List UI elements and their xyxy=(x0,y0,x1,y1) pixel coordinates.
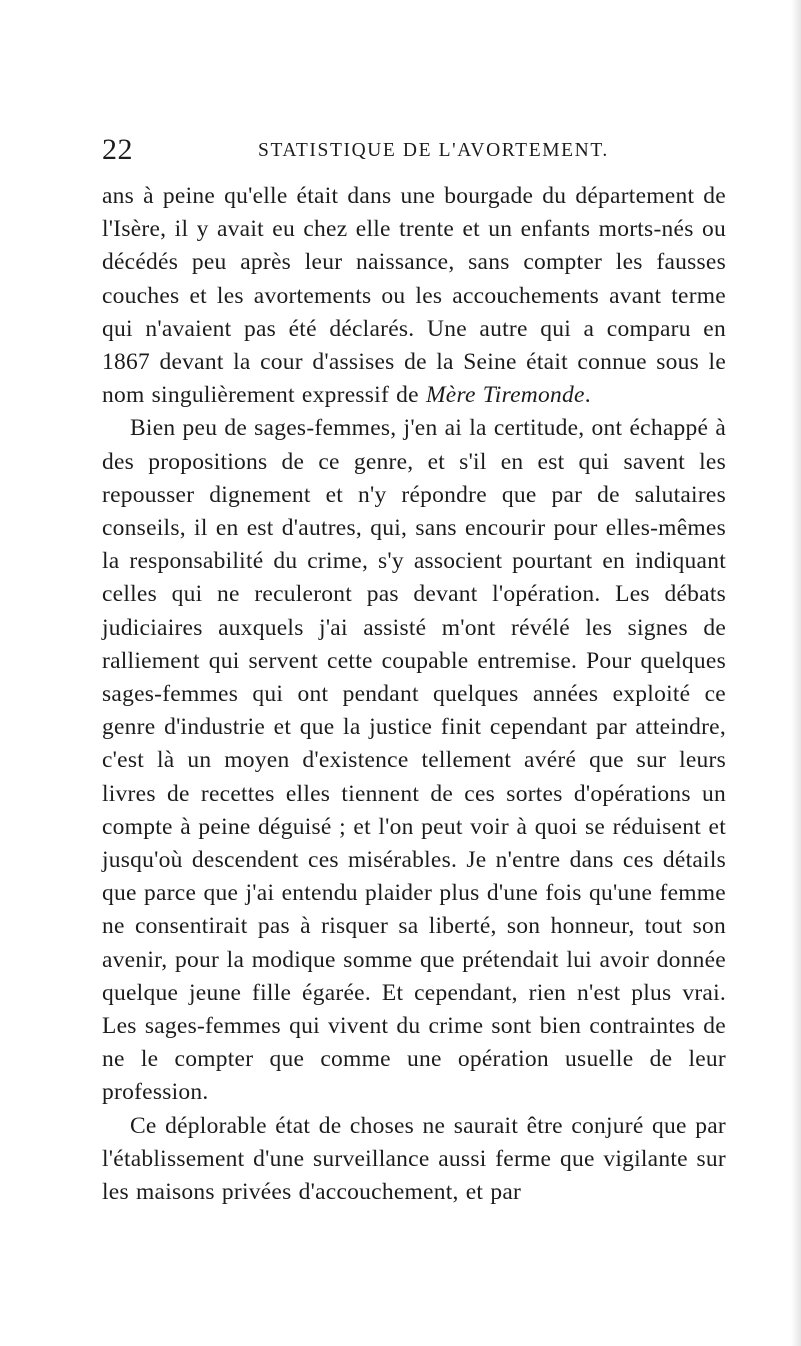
page-edge-shadow xyxy=(791,0,801,1346)
page-header xyxy=(0,133,801,167)
page-number: 22 xyxy=(102,133,133,166)
paragraph-text: ans à peine qu'elle était dans une bourgade du département de l'Isère, il y avait eu chez elle trente et un enfants morts-nés ou décédés peu après leur naissance, sans compter les fausses couches et les avortements ou les accouchements avant terme qui n'avaient pas été déclarés. Une autre qui a comparu en 1867 devant la cour d'assises de la Seine était connue sous le nom singulièrement expressif de xyxy=(102,183,726,409)
italic-name: Mère Tiremonde xyxy=(425,382,585,409)
paragraph-text-end: . xyxy=(584,382,591,409)
running-head: STATISTIQUE DE L'AVORTEMENT. xyxy=(258,140,609,161)
paragraph xyxy=(102,180,726,412)
body-text xyxy=(102,180,726,1209)
paragraph: Ce déplorable état de choses ne saurait être conjuré que par l'établissement d'une surveillance aussi ferme que vigilante sur les maisons privées d'accouchement, et par xyxy=(102,1112,726,1206)
paragraph: Bien peu de sages-femmes, j'en ai la certitude, ont échappé à des propositions de ce genre, et s'il en est qui savent les repousser dignement et n'y répondre que par de salutaires conseils, il en est d'autres, qui, sans encourir pour elles-mêmes la responsabilité du crime, s'y associent pourtant en indiquant celles qui ne reculeront pas devant l'opération. Les débats judiciaires auxquels j'ai assisté m'ont révélé les signes de ralliement qui servent cette coupable entremise. Pour quelques sages-femmes qui ont pendant quelques années exploité ce genre d'industrie et que la justice finit cependant par atteindre, c'est là un moyen d'existence tellement avéré que sur leurs livres de recettes elles tiennent de ces sortes d'opérations un compte à peine déguisé ; et l'on peut voir à quoi se réduisent et jusqu'où descendent ces misérables. Je n'entre dans ces détails que parce que j'ai entendu plaider plus d'une fois qu'une femme ne consentirait pas à risquer sa liberté, son honneur, tout son avenir, pour la modique somme que prétendait lui avoir donnée quelque jeune fille égarée. Et cependant, rien n'est plus vrai. Les sages-femmes qui vivent du crime sont bien contraintes de ne le compter que comme une opération usuelle de leur profession. xyxy=(102,415,726,1106)
